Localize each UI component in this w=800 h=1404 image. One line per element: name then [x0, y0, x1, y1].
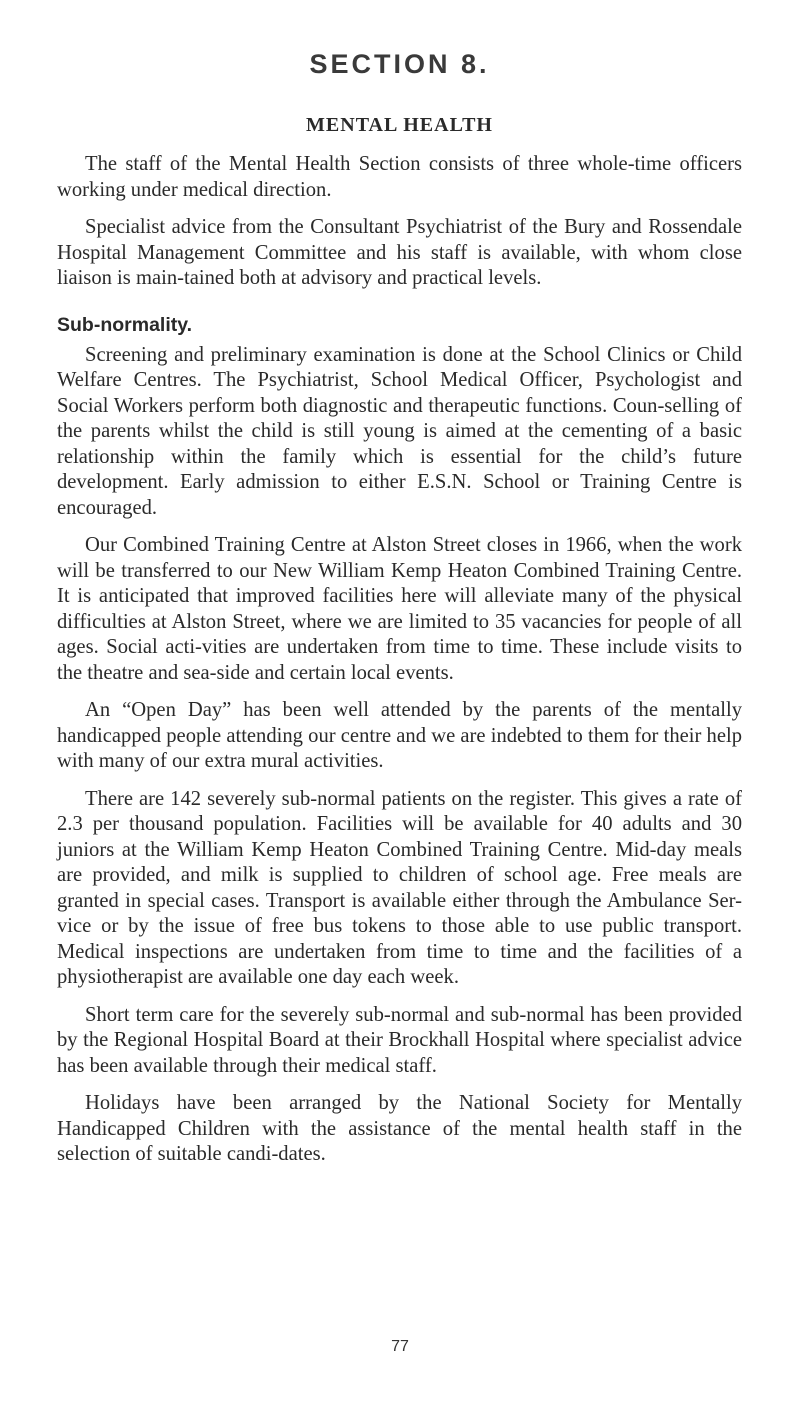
body-paragraph: Screening and preliminary examination is done at the School Clinics or Child Welfare Centres. The Psychiatrist, School Medical Officer, Psychologist and Social Workers perform both diagnostic and therapeutic functions. Coun-selling of the parents whilst the child is still young is aimed at the cementing of a basic relationship within the family which is essential for the child’s future development. Early admission to either E.S.N. School or Training Centre is encouraged. — [57, 343, 742, 519]
section-heading: SECTION 8. — [309, 49, 490, 79]
body-paragraph: Our Combined Training Centre at Alston Street closes in 1966, when the work will be transferred to our New William Kemp Heaton Combined Training Centre. It is anticipated that improved facilities here will alleviate many of the physical difficulties at Alston Street, where we are limited to 35 vacancies for people of all ages. Social acti-vities are undertaken from time to time. These include visits to the theatre and sea-side and certain local events. — [57, 534, 742, 684]
body-paragraph: Short term care for the severely sub-normal and sub-normal has been provided by the Regional Hospital Board at their Brockhall Hospital where specialist advice has been available through their medical staff. — [57, 1003, 742, 1077]
body-paragraph: An “Open Day” has been well attended by the parents of the mentally handicapped people attending our centre and we are indebted to them for their help with many of our extra mural activities. — [57, 699, 742, 772]
page-title: MENTAL HEALTH — [306, 114, 493, 136]
intro-paragraph: The staff of the Mental Health Section consists of three whole-time officers working under medical direction. — [57, 153, 742, 201]
intro-paragraph: Specialist advice from the Consultant Psychiatrist of the Bury and Rossendale Hospital Management Committee and his staff is available, with whom close liaison is main-tained both at advisory and practical levels. — [57, 216, 742, 289]
subnormality-heading: Sub-normality. — [57, 313, 193, 336]
body-paragraph: Holidays have been arranged by the National Society for Mentally Handicapped Children with the assistance of the mental health staff in the selection of suitable candi-dates. — [57, 1092, 742, 1165]
page-number: 77 — [391, 1338, 409, 1355]
body-paragraph: There are 142 severely sub-normal patients on the register. This gives a rate of 2.3 per thousand population. Facilities will be available for 40 adults and 30 juniors at the William Kemp Heaton Combined Training Centre. Mid-day meals are provided, and milk is supplied to children of school age. Free meals are granted in special cases. Transport is available either through the Ambulance Ser-vice or by the issue of free bus tokens to those able to use public transport. Medical inspections are undertaken from time to time and the facilities of a physiotherapist are available one day each week. — [57, 787, 742, 988]
